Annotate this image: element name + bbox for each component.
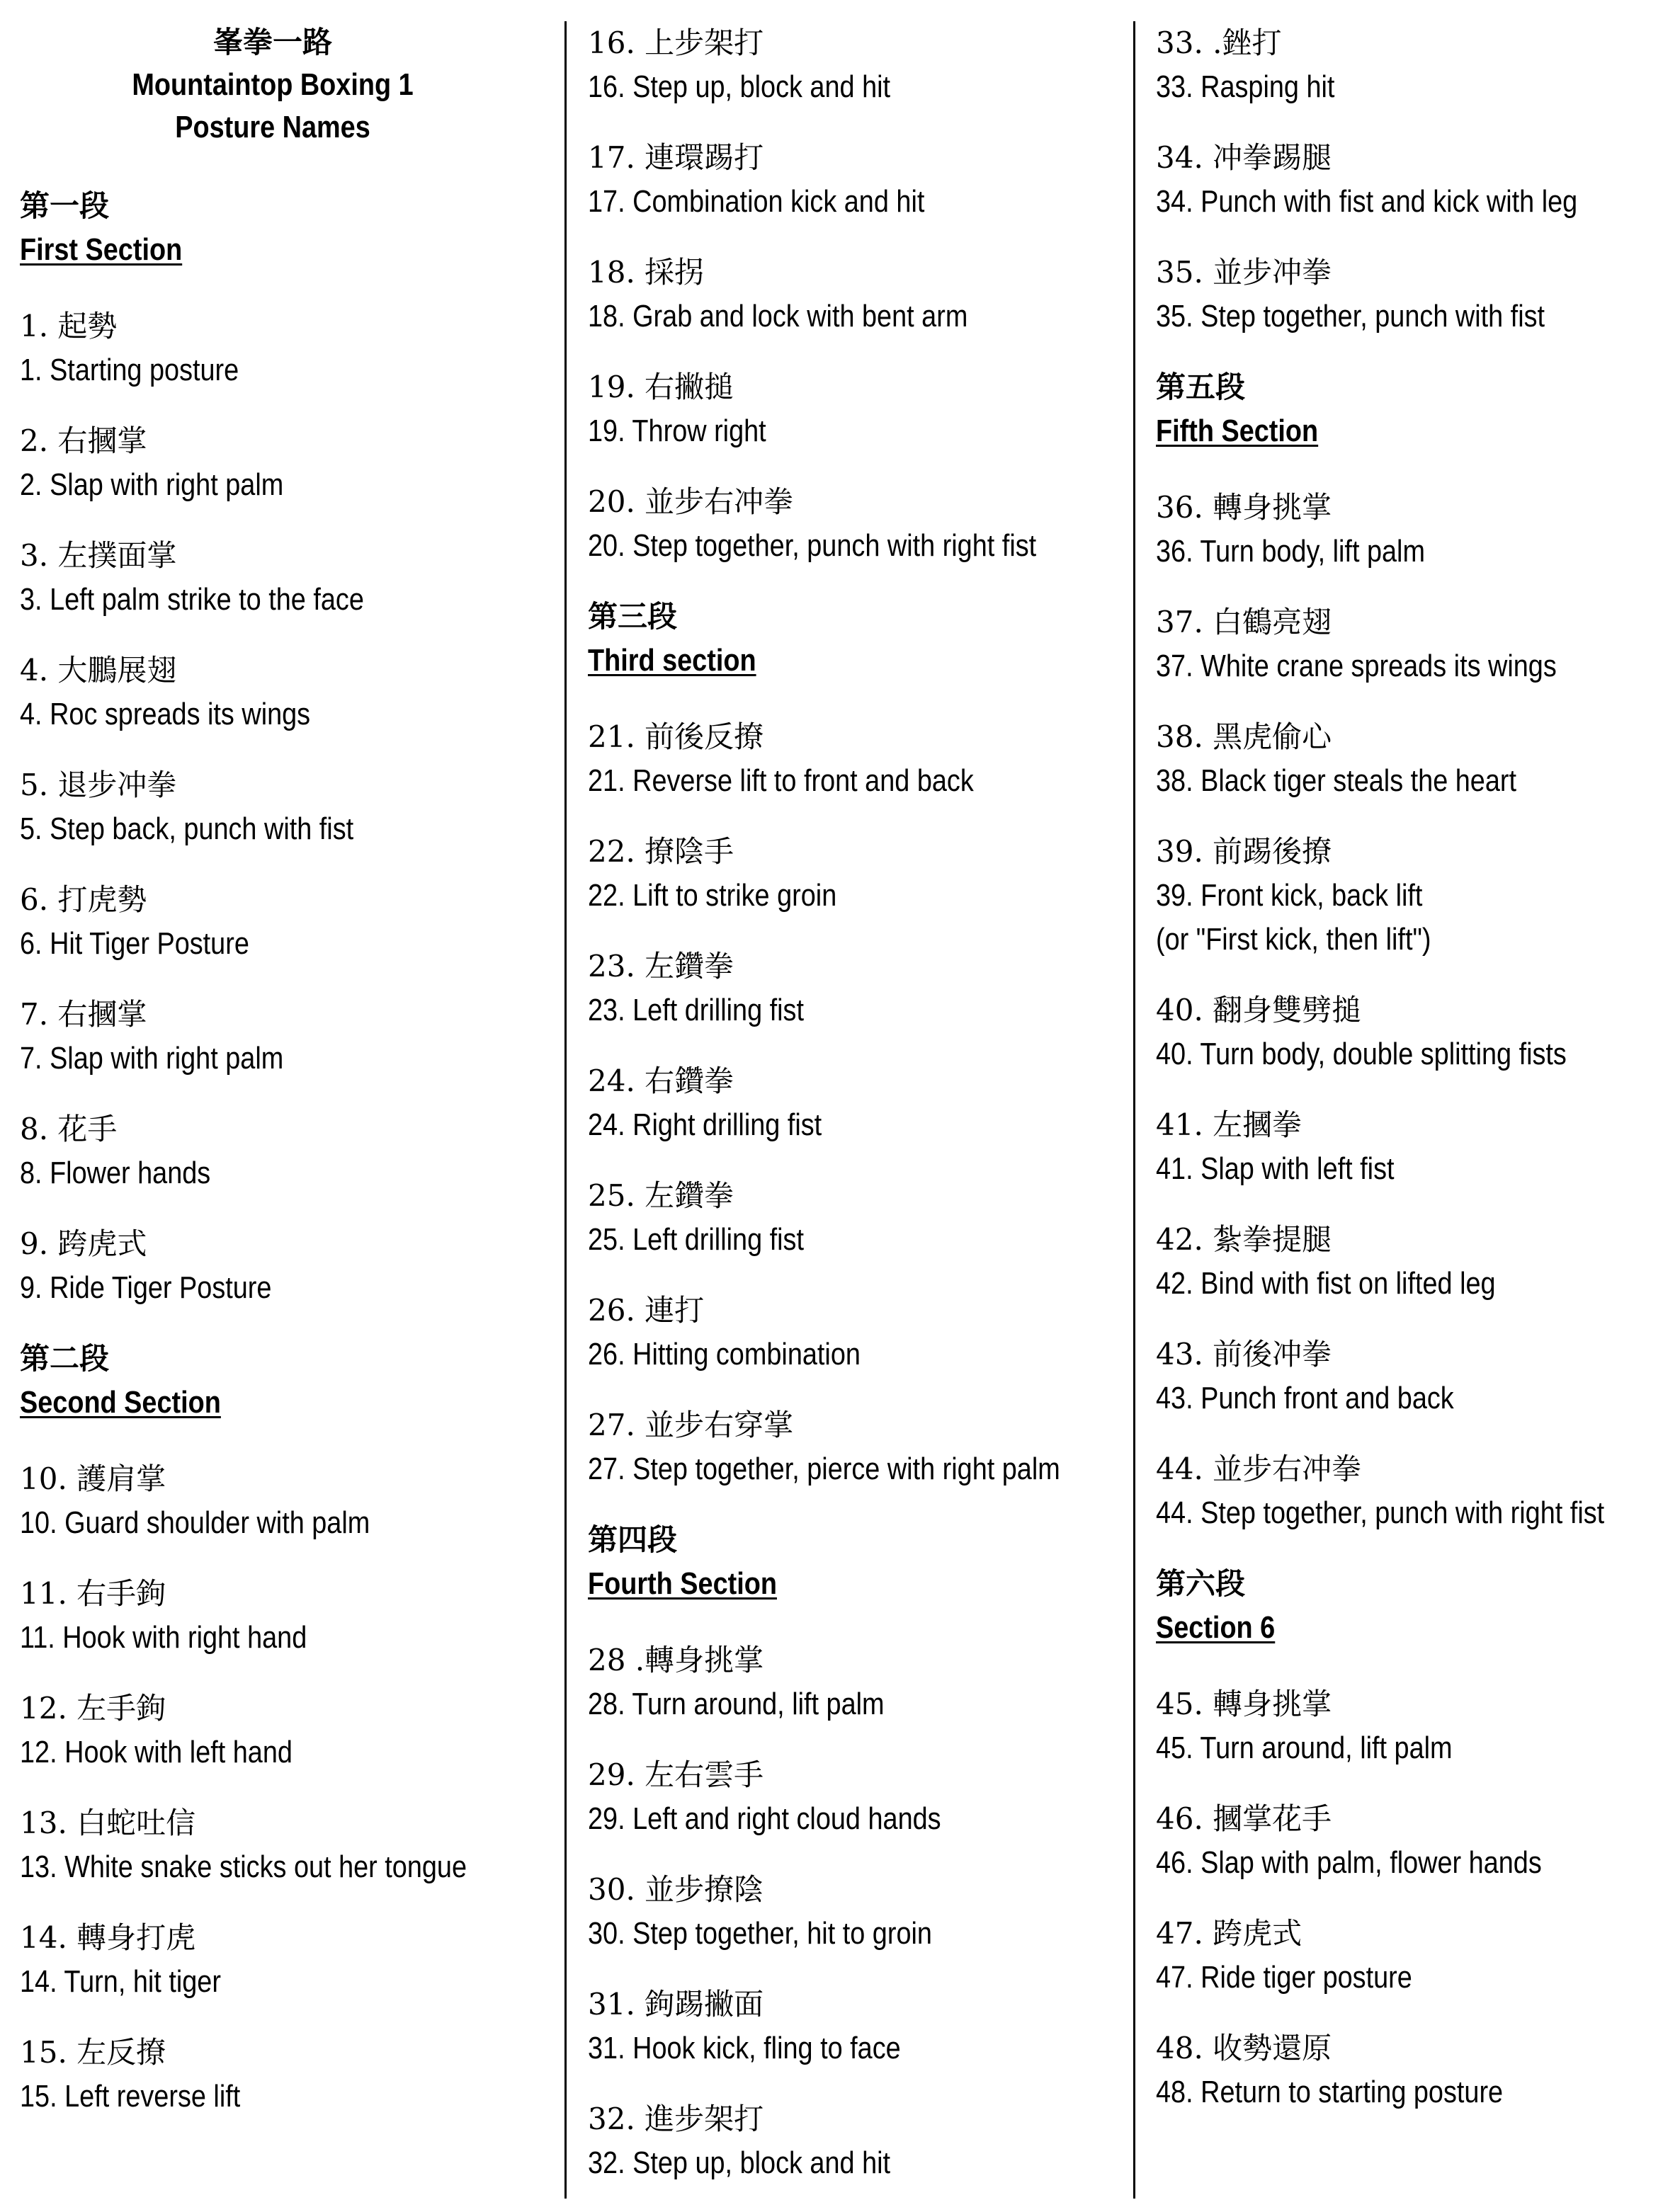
- posture-name-chinese: 45. 轉身挑掌: [1156, 1687, 1332, 1721]
- posture-item: [588, 945, 1126, 1032]
- posture-name-chinese: 20. 並步右冲拳: [588, 484, 794, 519]
- section-title-chinese: 第一段: [20, 188, 110, 223]
- posture-name-english: 16. Step up, block and hit: [588, 69, 891, 104]
- column-1: [20, 21, 551, 2145]
- posture-name-chinese: 29. 左右雲手: [588, 1757, 764, 1792]
- posture-item: [1156, 830, 1663, 962]
- posture-name-english: 34. Punch with fist and kick with leg: [1156, 184, 1578, 219]
- posture-name-english: 23. Left drilling fist: [588, 993, 804, 1027]
- posture-item: [588, 830, 1126, 918]
- posture-item: [1156, 1103, 1663, 1191]
- posture-name-english: 14. Turn, hit tiger: [20, 1964, 221, 1999]
- posture-item: [1156, 251, 1663, 338]
- posture-name-chinese: 15. 左反撩: [20, 2035, 166, 2070]
- posture-name-chinese: 40. 翻身雙劈搥: [1156, 993, 1362, 1027]
- posture-name-chinese: 8. 花手: [20, 1112, 118, 1146]
- section-title-english: Fourth Section: [588, 1566, 777, 1601]
- posture-item: [20, 649, 551, 736]
- posture-name-english: 30. Step together, hit to groin: [588, 1916, 932, 1951]
- posture-name-chinese: 5. 退步冲拳: [20, 768, 177, 802]
- posture-name-chinese: 48. 收勢還原: [1156, 2031, 1332, 2065]
- posture-name-chinese: 16. 上步架打: [588, 25, 764, 60]
- posture-item: [588, 2097, 1126, 2185]
- posture-item: [20, 993, 551, 1081]
- posture-name-chinese: 30. 並步撩陰: [588, 1872, 764, 1907]
- posture-item: [588, 1753, 1126, 1841]
- posture-name-english: 10. Guard shoulder with palm: [20, 1505, 370, 1540]
- posture-name-english: 33. Rasping hit: [1156, 69, 1335, 104]
- posture-item: [20, 1222, 551, 1310]
- posture-item: [1156, 1447, 1663, 1535]
- posture-name-english: 1. Starting posture: [20, 353, 239, 387]
- column-divider: [1133, 21, 1135, 2199]
- posture-item: [588, 1983, 1126, 2070]
- posture-name-chinese: 11. 右手鉤: [20, 1576, 166, 1611]
- posture-name-chinese: 31. 鉤踢撇面: [588, 1987, 764, 2022]
- posture-name-english: 27. Step together, pierce with right palm: [588, 1452, 1060, 1486]
- posture-item: [1156, 1682, 1663, 1770]
- posture-item: [588, 251, 1126, 338]
- subtitle: Posture Names: [175, 110, 370, 144]
- section-title-english: First Section: [20, 232, 183, 267]
- posture-name-chinese: 19. 右撇搥: [588, 370, 734, 404]
- posture-item: [20, 1457, 551, 1545]
- document-header: [0, 21, 545, 149]
- posture-name-english: 44. Step together, punch with right fist: [1156, 1495, 1605, 1530]
- posture-item: [20, 878, 551, 966]
- posture-name-chinese: 1. 起勢: [20, 309, 118, 343]
- section-title-english: Third section: [588, 643, 756, 678]
- posture-item: [20, 763, 551, 851]
- posture-item: [20, 534, 551, 622]
- posture-name-english: 28. Turn around, lift palm: [588, 1687, 885, 1721]
- posture-name-chinese: 47. 跨虎式: [1156, 1916, 1302, 1951]
- posture-item: [588, 1403, 1126, 1491]
- posture-name-chinese: 4. 大鵬展翅: [20, 653, 177, 688]
- posture-name-chinese: 26. 連打: [588, 1293, 705, 1328]
- posture-name-english: 22. Lift to strike groin: [588, 878, 837, 913]
- posture-item: [20, 1107, 551, 1195]
- posture-item: [20, 1916, 551, 2004]
- posture-name-english: 3. Left palm strike to the face: [20, 582, 364, 617]
- posture-name-english: 35. Step together, punch with fist: [1156, 299, 1545, 333]
- posture-name-english: 5. Step back, punch with fist: [20, 811, 354, 846]
- posture-name-chinese: 3. 左撲面掌: [20, 538, 177, 573]
- posture-name-english: 36. Turn body, lift palm: [1156, 534, 1425, 569]
- posture-name-english: 18. Grab and lock with bent arm: [588, 299, 968, 333]
- posture-name-chinese: 33. .銼打: [1156, 25, 1282, 60]
- posture-item: [1156, 1797, 1663, 1885]
- posture-item: [588, 365, 1126, 453]
- posture-item: [588, 1868, 1126, 1956]
- posture-name-chinese: 36. 轉身挑掌: [1156, 490, 1332, 525]
- posture-item: [1156, 715, 1663, 803]
- posture-name-english: 38. Black tiger steals the heart: [1156, 763, 1517, 798]
- posture-item: [20, 1572, 551, 1660]
- section-title-english: Fifth Section: [1156, 414, 1319, 448]
- posture-item: [1156, 600, 1663, 688]
- posture-item: [1156, 988, 1663, 1076]
- posture-name-chinese: 44. 並步右冲拳: [1156, 1452, 1362, 1486]
- posture-name-chinese: 22. 撩陰手: [588, 834, 734, 869]
- title-english: Mountaintop Boxing 1: [132, 67, 414, 102]
- posture-name-chinese: 6. 打虎勢: [20, 882, 147, 917]
- posture-item: [588, 1638, 1126, 1726]
- posture-name-chinese: 38. 黑虎偷心: [1156, 719, 1332, 754]
- posture-name-english: 40. Turn body, double splitting fists: [1156, 1037, 1567, 1071]
- posture-item: [20, 419, 551, 507]
- posture-item: [588, 1174, 1126, 1262]
- posture-name-english: 32. Step up, block and hit: [588, 2145, 891, 2180]
- posture-name-english: 11. Hook with right hand: [20, 1620, 307, 1655]
- posture-name-chinese: 37. 白鶴亮翅: [1156, 605, 1332, 639]
- posture-item: [588, 1059, 1126, 1147]
- posture-name-chinese: 28 .轉身挑掌: [588, 1643, 764, 1677]
- section-title-chinese: 第六段: [1156, 1566, 1246, 1601]
- posture-name-chinese: 12. 左手鉤: [20, 1691, 166, 1726]
- column-divider: [564, 21, 567, 2199]
- posture-name-english: 6. Hit Tiger Posture: [20, 926, 249, 961]
- posture-name-chinese: 43. 前後冲拳: [1156, 1337, 1332, 1372]
- posture-name-english: 41. Slap with left fist: [1156, 1151, 1395, 1186]
- posture-name-chinese: 24. 右鑽拳: [588, 1064, 734, 1098]
- posture-item: [588, 480, 1126, 568]
- posture-name-chinese: 25. 左鑽拳: [588, 1178, 734, 1213]
- posture-item: [20, 1687, 551, 1774]
- posture-item: [588, 1289, 1126, 1376]
- posture-name-english: 19. Throw right: [588, 414, 766, 448]
- section-heading: [1156, 365, 1663, 453]
- posture-item: [1156, 136, 1663, 224]
- posture-name-english: 48. Return to starting posture: [1156, 2075, 1504, 2109]
- posture-name-english: 21. Reverse lift to front and back: [588, 763, 974, 798]
- posture-name-english: 12. Hook with left hand: [20, 1735, 293, 1769]
- posture-name-english: 9. Ride Tiger Posture: [20, 1270, 272, 1305]
- posture-name-english: 4. Roc spreads its wings: [20, 697, 311, 731]
- posture-item: [588, 715, 1126, 803]
- column-2: [588, 21, 1126, 2212]
- section-title-chinese: 第五段: [1156, 370, 1246, 404]
- posture-name-english: 47. Ride tiger posture: [1156, 1960, 1412, 1995]
- posture-name-chinese: 10. 護肩掌: [20, 1461, 166, 1496]
- posture-name-chinese: 7. 右摑掌: [20, 997, 147, 1032]
- section-title-english: Second Section: [20, 1385, 221, 1420]
- posture-name-english: 7. Slap with right palm: [20, 1041, 284, 1076]
- posture-item: [20, 1801, 551, 1889]
- posture-name-english: 20. Step together, punch with right fist: [588, 528, 1037, 563]
- posture-name-english: 29. Left and right cloud hands: [588, 1801, 941, 1836]
- posture-name-chinese: 21. 前後反撩: [588, 719, 764, 754]
- posture-name-chinese: 23. 左鑽拳: [588, 949, 734, 984]
- posture-item: [1156, 1218, 1663, 1306]
- posture-item: [1156, 1333, 1663, 1420]
- section-title-chinese: 第三段: [588, 599, 678, 634]
- posture-item: [1156, 486, 1663, 574]
- posture-item: [588, 21, 1126, 109]
- posture-name-chinese: 9. 跨虎式: [20, 1226, 147, 1261]
- posture-name-english: 39. Front kick, back lift: [1156, 878, 1423, 913]
- section-title-chinese: 第二段: [20, 1341, 110, 1376]
- posture-name-english: 13. White snake sticks out her tongue: [20, 1849, 467, 1884]
- posture-name-chinese: 13. 白蛇吐信: [20, 1806, 196, 1840]
- posture-name-english: 25. Left drilling fist: [588, 1222, 804, 1257]
- column-3: [1156, 21, 1663, 2141]
- posture-item: [588, 136, 1126, 224]
- posture-item: [20, 304, 551, 392]
- section-heading: [20, 184, 551, 272]
- posture-name-chinese: 46. 摑掌花手: [1156, 1801, 1332, 1836]
- posture-name-chinese: 18. 採拐: [588, 255, 705, 290]
- posture-name-english: 26. Hitting combination: [588, 1337, 861, 1372]
- section-title-english: Section 6: [1156, 1610, 1276, 1645]
- posture-name-chinese: 34. 冲拳踢腿: [1156, 140, 1332, 175]
- posture-name-chinese: 42. 紮拳提腿: [1156, 1222, 1332, 1257]
- posture-name-english: 17. Combination kick and hit: [588, 184, 925, 219]
- section-heading: [588, 595, 1126, 683]
- posture-name-english: 15. Left reverse lift: [20, 2079, 241, 2114]
- section-heading: [20, 1337, 551, 1425]
- posture-item: [1156, 1912, 1663, 2000]
- posture-name-chinese: 14. 轉身打虎: [20, 1920, 196, 1955]
- posture-name-english: 45. Turn around, lift palm: [1156, 1731, 1453, 1765]
- posture-name-note: (or "First kick, then lift"): [1156, 922, 1431, 957]
- posture-name-english: 37. White crane spreads its wings: [1156, 649, 1557, 683]
- posture-name-english: 31. Hook kick, fling to face: [588, 2031, 901, 2065]
- posture-name-chinese: 41. 左摑拳: [1156, 1107, 1302, 1142]
- section-heading: [1156, 1562, 1663, 1650]
- posture-name-english: 8. Flower hands: [20, 1156, 211, 1190]
- posture-name-english: 46. Slap with palm, flower hands: [1156, 1845, 1542, 1880]
- title-chinese: 峯拳一路: [212, 25, 332, 59]
- posture-name-chinese: 27. 並步右穿掌: [588, 1408, 794, 1442]
- posture-name-chinese: 32. 進步架打: [588, 2102, 764, 2136]
- posture-name-english: 24. Right drilling fist: [588, 1107, 822, 1142]
- posture-item: [20, 2031, 551, 2119]
- posture-name-english: 2. Slap with right palm: [20, 467, 284, 502]
- section-heading: [588, 1518, 1126, 1606]
- section-title-chinese: 第四段: [588, 1522, 678, 1557]
- posture-name-english: 43. Punch front and back: [1156, 1381, 1454, 1415]
- posture-name-chinese: 35. 並步冲拳: [1156, 255, 1332, 290]
- posture-name-chinese: 39. 前踢後撩: [1156, 834, 1332, 869]
- posture-item: [1156, 2026, 1663, 2114]
- posture-name-chinese: 2. 右摑掌: [20, 423, 147, 458]
- posture-name-chinese: 17. 連環踢打: [588, 140, 764, 175]
- posture-item: [1156, 21, 1663, 109]
- posture-name-english: 42. Bind with fist on lifted leg: [1156, 1266, 1496, 1301]
